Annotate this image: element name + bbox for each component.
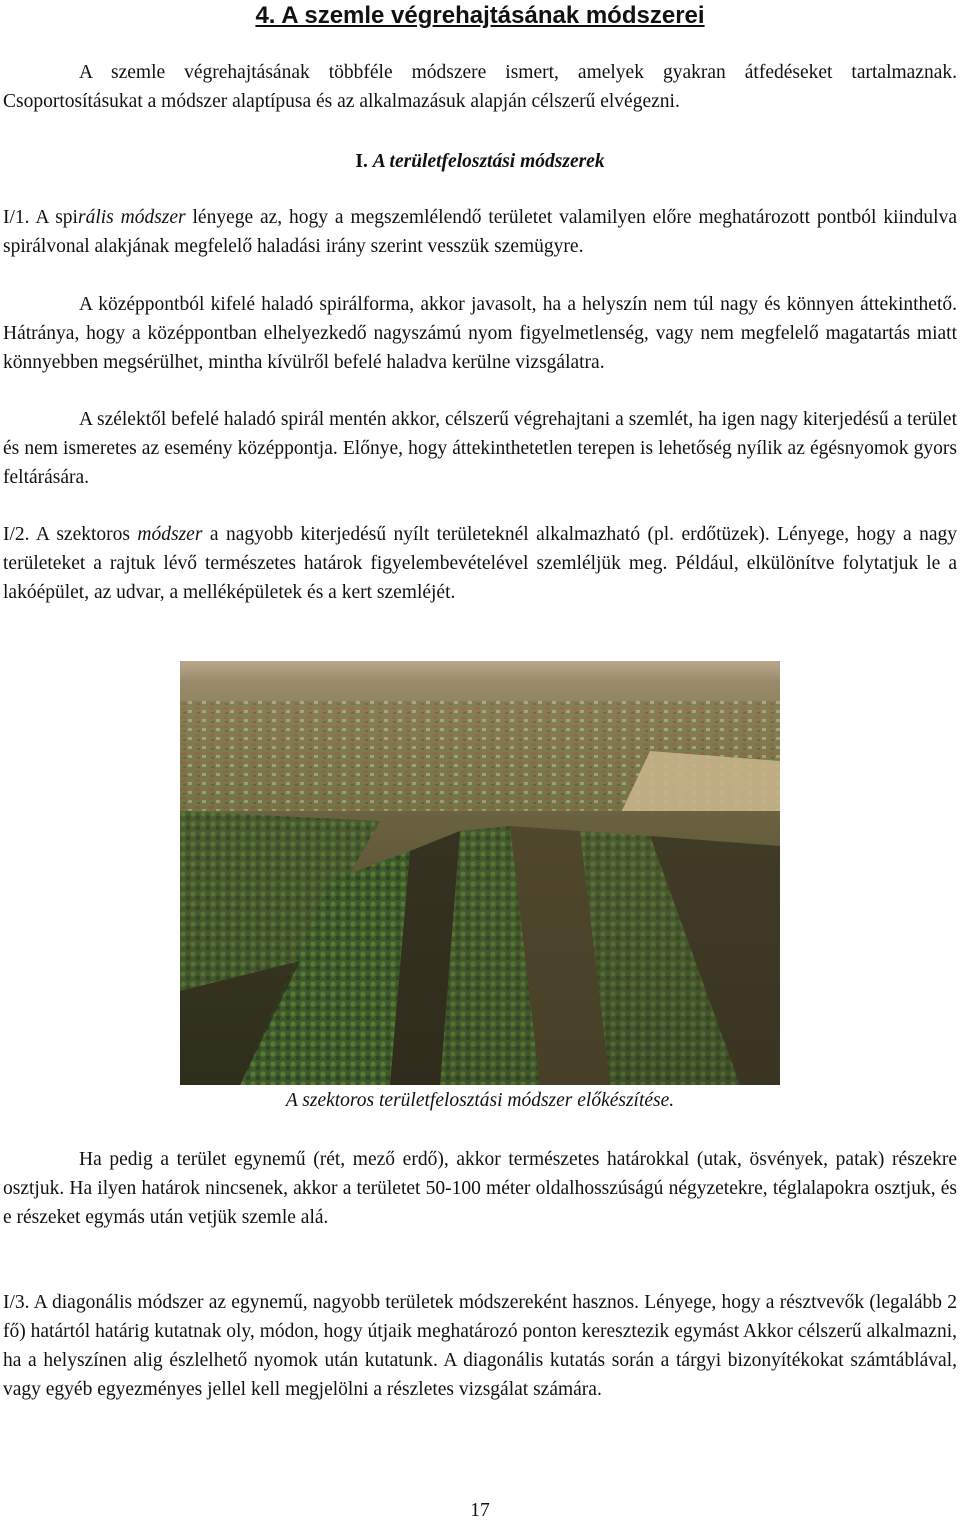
sector-term: módszer xyxy=(137,524,203,545)
chapter-heading: 4. A szemle végrehajtásának módszerei xyxy=(255,2,705,29)
homogeneous-area-paragraph xyxy=(3,1145,957,1232)
sector-number: I/2. xyxy=(3,524,30,545)
spiral-lead: A spi xyxy=(35,207,78,228)
photo-caption: A szektoros területfelosztási módszer előkészítése. xyxy=(285,1090,675,1111)
spiral-inward-paragraph: A szélektől befelé haladó spirál mentén akkor, célszerű végrehajtani a szemlét, ha igen nagy kiterjedésű a terület és nem ismeretes az esemény középpontja. Előnye, hogy áttekinthetetlen terepen is lehetőség nyílik az égésnyomok gyors feltárására. xyxy=(3,409,957,488)
section-title xyxy=(0,147,960,176)
sector-method-paragraph xyxy=(3,520,957,607)
aerial-photo xyxy=(180,661,780,1085)
spiral-term: rális módszer xyxy=(77,207,186,228)
aerial-photo-illustration xyxy=(180,661,780,1085)
spiral-outward-drawback: Hátránya, hogy a középpontban elhelyezkedő nagyszámú nyom figyelmetlenség, vagy nem megfelelő magatartás miatt könnyebben megsérülhet, mintha kívülről befelé haladva kerülne vizsgálatra. xyxy=(3,323,957,373)
homogeneous-text: Ha pedig a terület egynemű (rét, mező erdő), akkor természetes határokkal (utak, ösvények, patak) részekre osztjuk. xyxy=(3,1149,957,1199)
spiral-body: lényege az, hogy a megszemlélendő területet valamilyen előre meghatározott pontból kiindulva spirálvonal alakjának megfelelő haladási irány szerint vesszük szemügyre. xyxy=(3,207,957,257)
homogeneous-grid-text: Ha ilyen határok nincsenek, akkor a területet 50-100 méter oldalhosszúságú négyzetekre, téglalapokra osztjuk, és e részeket egymás után vetjük szemle alá. xyxy=(3,1178,957,1228)
spiral-outward-text: A középpontból kifelé haladó spirálforma, akkor javasolt, ha a helyszín nem túl nagy és könnyen áttekinthető. xyxy=(79,294,957,315)
diagonal-method-paragraph: I/3. A diagonális módszer az egynemű, nagyobb területek módszereként hasznos. Lényege, hogy a résztvevők (legalább 2 fő) határtól határig kutatnak oly, módon, hogy útjaik meghatározó ponton keresztezik egymást Akkor célszerű alkalmazni, ha a helyszínen alig észlelhető nyomok után kutatunk. A diagonális kutatás során a tárgyi bizonyítékokat számtáblával, vagy egyéb egyezményes jellel kell megjelölni a részletes vizsgálat számára. xyxy=(3,1292,957,1400)
sector-body: a nagyobb kiterjedésű nyílt területeknél alkalmazható (pl. erdőtüzek). Lényege, hogy a nagy területeket a rajtuk lévő természetes határok figyelembevételével szemléljük meg. Például, elkülönítve folytatjuk le a lakóépület, az udvar, a melléképületek és a kert szemléjét. xyxy=(3,524,957,603)
section-number: I. xyxy=(355,151,368,172)
intro-paragraph: A szemle végrehajtásának többféle módszere ismert, amelyek gyakran átfedéseket tartalmaznak. Csoportosításukat a módszer alaptípusa és az alkalmazásuk alapján célszerű elvégezni. xyxy=(3,62,957,112)
spiral-outward-paragraph xyxy=(3,290,957,377)
spiral-number: I/1. xyxy=(3,207,30,228)
section-title-text: A területfelosztási módszerek xyxy=(372,151,605,172)
page-number: 17 xyxy=(470,1500,490,1521)
sector-lead: A szektoros xyxy=(35,524,138,545)
spiral-method-paragraph xyxy=(3,203,957,261)
